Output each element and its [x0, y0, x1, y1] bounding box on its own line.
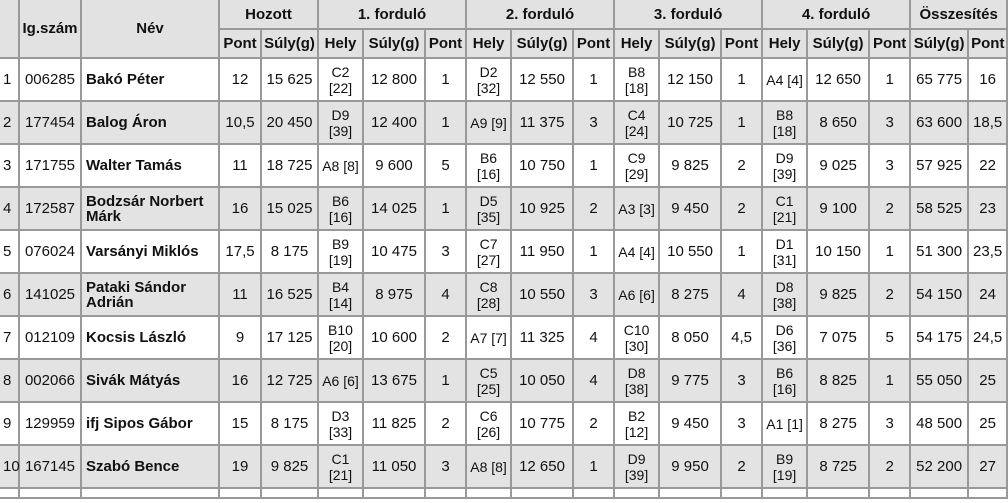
round3-hely-cell: B2 [12] [615, 403, 660, 446]
hozott-pont-cell: 16 [220, 360, 262, 403]
round3-suly-cell: 9 950 [660, 446, 722, 489]
name-cell: Walter Tamás [82, 145, 220, 188]
empty-cell [426, 489, 467, 499]
round1-suly-cell: 9 600 [364, 145, 426, 188]
empty-cell [660, 489, 722, 499]
table-row [0, 145, 1008, 188]
round4-suly-cell: 8 725 [808, 446, 870, 489]
round3-suly-cell: 12 150 [660, 59, 722, 102]
hozott-suly-cell: 15 025 [262, 188, 319, 231]
table-body [0, 59, 1008, 499]
round1-hely-cell: B4 [14] [319, 274, 364, 317]
total-pont-cell: 25 [969, 403, 1008, 446]
header-round3: 3. forduló [615, 0, 763, 30]
round2-suly-cell: 10 775 [512, 403, 574, 446]
total-pont-cell: 24,5 [969, 317, 1008, 360]
round2-suly-cell: 12 550 [512, 59, 574, 102]
table-row-partial [0, 489, 1008, 499]
id-cell: 171755 [20, 145, 82, 188]
round4-hely-cell: B8 [18] [763, 102, 808, 145]
round1-pont-cell: 1 [426, 102, 467, 145]
hozott-suly-cell: 15 625 [262, 59, 319, 102]
round4-hely-cell: A1 [1] [763, 403, 808, 446]
table-row [0, 360, 1008, 403]
subheader-suly: Súly(g) [911, 30, 969, 59]
round4-suly-cell: 8 825 [808, 360, 870, 403]
round3-pont-cell: 1 [722, 102, 763, 145]
hozott-pont-cell: 11 [220, 145, 262, 188]
round1-suly-cell: 8 975 [364, 274, 426, 317]
round2-hely-cell: C7 [27] [467, 231, 512, 274]
round1-pont-cell: 1 [426, 59, 467, 102]
subheader-suly: Súly(g) [660, 30, 722, 59]
id-cell: 076024 [20, 231, 82, 274]
empty-cell [82, 489, 220, 499]
hozott-suly-cell: 8 175 [262, 231, 319, 274]
round1-suly-cell: 11 825 [364, 403, 426, 446]
round2-pont-cell: 1 [574, 446, 615, 489]
table-row [0, 274, 1008, 317]
total-pont-cell: 16 [969, 59, 1008, 102]
name-cell: Pataki Sándor Adrián [82, 274, 220, 317]
header-round4: 4. forduló [763, 0, 911, 30]
total-suly-cell: 52 200 [911, 446, 969, 489]
round1-suly-cell: 11 050 [364, 446, 426, 489]
header-rank [0, 0, 20, 59]
hozott-pont-cell: 17,5 [220, 231, 262, 274]
total-pont-cell: 23 [969, 188, 1008, 231]
round1-pont-cell: 2 [426, 403, 467, 446]
total-pont-cell: 25 [969, 360, 1008, 403]
total-pont-cell: 27 [969, 446, 1008, 489]
header-hozott: Hozott [220, 0, 319, 30]
hozott-pont-cell: 10,5 [220, 102, 262, 145]
table-header [0, 0, 1008, 59]
round2-pont-cell: 2 [574, 403, 615, 446]
table-row [0, 317, 1008, 360]
empty-cell [220, 489, 262, 499]
hozott-pont-cell: 12 [220, 59, 262, 102]
hozott-suly-cell: 20 450 [262, 102, 319, 145]
header-name: Név [82, 0, 220, 59]
name-cell: Varsányi Miklós [82, 231, 220, 274]
round4-pont-cell: 2 [870, 274, 911, 317]
total-suly-cell: 54 150 [911, 274, 969, 317]
id-cell: 006285 [20, 59, 82, 102]
hozott-pont-cell: 9 [220, 317, 262, 360]
rank-cell: 3 [0, 145, 20, 188]
round4-suly-cell: 9 025 [808, 145, 870, 188]
round1-suly-cell: 12 800 [364, 59, 426, 102]
name-cell: Sivák Mátyás [82, 360, 220, 403]
round2-pont-cell: 4 [574, 317, 615, 360]
table-row [0, 188, 1008, 231]
hozott-suly-cell: 8 175 [262, 403, 319, 446]
round3-hely-cell: A4 [4] [615, 231, 660, 274]
round2-hely-cell: C6 [26] [467, 403, 512, 446]
hozott-suly-cell: 12 725 [262, 360, 319, 403]
table-row [0, 446, 1008, 489]
round1-pont-cell: 5 [426, 145, 467, 188]
subheader-pont: Pont [969, 30, 1008, 59]
round4-pont-cell: 1 [870, 59, 911, 102]
round4-pont-cell: 3 [870, 403, 911, 446]
round2-hely-cell: D5 [35] [467, 188, 512, 231]
id-cell: 129959 [20, 403, 82, 446]
round1-pont-cell: 4 [426, 274, 467, 317]
round2-suly-cell: 11 375 [512, 102, 574, 145]
round1-suly-cell: 13 675 [364, 360, 426, 403]
hozott-suly-cell: 16 525 [262, 274, 319, 317]
round1-pont-cell: 2 [426, 317, 467, 360]
round3-hely-cell: D9 [39] [615, 446, 660, 489]
round4-suly-cell: 8 275 [808, 403, 870, 446]
subheader-suly: Súly(g) [512, 30, 574, 59]
subheader-suly: Súly(g) [808, 30, 870, 59]
round3-suly-cell: 8 275 [660, 274, 722, 317]
name-cell: ifj Sipos Gábor [82, 403, 220, 446]
rank-cell: 4 [0, 188, 20, 231]
header-id: Ig.szám [20, 0, 82, 59]
hozott-suly-cell: 9 825 [262, 446, 319, 489]
round3-hely-cell: A3 [3] [615, 188, 660, 231]
empty-cell [467, 489, 512, 499]
name-cell: Bodzsár Norbert Márk [82, 188, 220, 231]
round2-hely-cell: A8 [8] [467, 446, 512, 489]
rank-cell: 2 [0, 102, 20, 145]
id-cell: 141025 [20, 274, 82, 317]
rank-cell: 6 [0, 274, 20, 317]
round4-pont-cell: 2 [870, 446, 911, 489]
hozott-pont-cell: 19 [220, 446, 262, 489]
round3-pont-cell: 4,5 [722, 317, 763, 360]
name-cell: Bakó Péter [82, 59, 220, 102]
round4-pont-cell: 1 [870, 360, 911, 403]
round4-suly-cell: 10 150 [808, 231, 870, 274]
empty-cell [808, 489, 870, 499]
name-cell: Szabó Bence [82, 446, 220, 489]
id-cell: 177454 [20, 102, 82, 145]
name-cell: Kocsis László [82, 317, 220, 360]
empty-cell [574, 489, 615, 499]
subheader-pont: Pont [722, 30, 763, 59]
round4-pont-cell: 3 [870, 102, 911, 145]
subheader-suly: Súly(g) [262, 30, 319, 59]
empty-cell [615, 489, 660, 499]
total-suly-cell: 55 050 [911, 360, 969, 403]
table-row [0, 59, 1008, 102]
table-row [0, 403, 1008, 446]
round4-suly-cell: 12 650 [808, 59, 870, 102]
empty-cell [364, 489, 426, 499]
subheader-hely: Hely [763, 30, 808, 59]
round1-hely-cell: C1 [21] [319, 446, 364, 489]
rank-cell: 7 [0, 317, 20, 360]
round3-pont-cell: 1 [722, 231, 763, 274]
table-row [0, 102, 1008, 145]
total-suly-cell: 57 925 [911, 145, 969, 188]
round3-suly-cell: 8 050 [660, 317, 722, 360]
subheader-pont: Pont [220, 30, 262, 59]
round2-pont-cell: 2 [574, 188, 615, 231]
empty-cell [512, 489, 574, 499]
round3-pont-cell: 3 [722, 403, 763, 446]
round3-hely-cell: D8 [38] [615, 360, 660, 403]
round1-pont-cell: 3 [426, 446, 467, 489]
rank-cell: 1 [0, 59, 20, 102]
header-round1: 1. forduló [319, 0, 467, 30]
round3-pont-cell: 2 [722, 145, 763, 188]
subheader-hely: Hely [467, 30, 512, 59]
round4-hely-cell: D1 [31] [763, 231, 808, 274]
round3-hely-cell: C10 [30] [615, 317, 660, 360]
round1-pont-cell: 3 [426, 231, 467, 274]
name-cell: Balog Áron [82, 102, 220, 145]
round1-hely-cell: B9 [19] [319, 231, 364, 274]
round3-hely-cell: C4 [24] [615, 102, 660, 145]
round1-hely-cell: A6 [6] [319, 360, 364, 403]
round3-hely-cell: B8 [18] [615, 59, 660, 102]
round3-pont-cell: 2 [722, 446, 763, 489]
round2-hely-cell: A9 [9] [467, 102, 512, 145]
hozott-pont-cell: 11 [220, 274, 262, 317]
round4-hely-cell: D9 [39] [763, 145, 808, 188]
subheader-hely: Hely [615, 30, 660, 59]
round1-suly-cell: 12 400 [364, 102, 426, 145]
id-cell: 012109 [20, 317, 82, 360]
round3-hely-cell: A6 [6] [615, 274, 660, 317]
total-suly-cell: 54 175 [911, 317, 969, 360]
round1-hely-cell: C2 [22] [319, 59, 364, 102]
empty-cell [870, 489, 911, 499]
total-suly-cell: 63 600 [911, 102, 969, 145]
hozott-pont-cell: 16 [220, 188, 262, 231]
round2-suly-cell: 10 925 [512, 188, 574, 231]
round4-suly-cell: 8 650 [808, 102, 870, 145]
total-suly-cell: 65 775 [911, 59, 969, 102]
round3-suly-cell: 9 775 [660, 360, 722, 403]
round1-suly-cell: 14 025 [364, 188, 426, 231]
round3-pont-cell: 4 [722, 274, 763, 317]
empty-cell [969, 489, 1008, 499]
total-pont-cell: 24 [969, 274, 1008, 317]
total-suly-cell: 48 500 [911, 403, 969, 446]
total-suly-cell: 58 525 [911, 188, 969, 231]
round4-suly-cell: 7 075 [808, 317, 870, 360]
subheader-pont: Pont [426, 30, 467, 59]
round1-hely-cell: D9 [39] [319, 102, 364, 145]
round2-suly-cell: 10 550 [512, 274, 574, 317]
empty-cell [319, 489, 364, 499]
round4-pont-cell: 5 [870, 317, 911, 360]
round4-pont-cell: 1 [870, 231, 911, 274]
round4-hely-cell: B9 [19] [763, 446, 808, 489]
round2-pont-cell: 1 [574, 145, 615, 188]
subheader-pont: Pont [574, 30, 615, 59]
id-cell: 172587 [20, 188, 82, 231]
round4-hely-cell: D8 [38] [763, 274, 808, 317]
rank-cell: 10 [0, 446, 20, 489]
round2-pont-cell: 1 [574, 59, 615, 102]
round2-suly-cell: 10 050 [512, 360, 574, 403]
round1-pont-cell: 1 [426, 188, 467, 231]
empty-cell [763, 489, 808, 499]
rank-cell: 9 [0, 403, 20, 446]
subheader-hely: Hely [319, 30, 364, 59]
round2-hely-cell: D2 [32] [467, 59, 512, 102]
empty-cell [20, 489, 82, 499]
round3-hely-cell: C9 [29] [615, 145, 660, 188]
subheader-pont: Pont [870, 30, 911, 59]
round3-suly-cell: 9 450 [660, 188, 722, 231]
hozott-suly-cell: 18 725 [262, 145, 319, 188]
round1-hely-cell: A8 [8] [319, 145, 364, 188]
empty-cell [722, 489, 763, 499]
round2-pont-cell: 3 [574, 102, 615, 145]
round4-suly-cell: 9 100 [808, 188, 870, 231]
total-suly-cell: 51 300 [911, 231, 969, 274]
round2-pont-cell: 4 [574, 360, 615, 403]
round1-hely-cell: D3 [33] [319, 403, 364, 446]
round2-hely-cell: C8 [28] [467, 274, 512, 317]
round4-suly-cell: 9 825 [808, 274, 870, 317]
hozott-suly-cell: 17 125 [262, 317, 319, 360]
round4-pont-cell: 2 [870, 188, 911, 231]
id-cell: 002066 [20, 360, 82, 403]
round3-pont-cell: 2 [722, 188, 763, 231]
empty-cell [911, 489, 969, 499]
total-pont-cell: 22 [969, 145, 1008, 188]
round3-pont-cell: 1 [722, 59, 763, 102]
round3-suly-cell: 10 725 [660, 102, 722, 145]
round4-hely-cell: D6 [36] [763, 317, 808, 360]
round3-suly-cell: 9 825 [660, 145, 722, 188]
round4-hely-cell: B6 [16] [763, 360, 808, 403]
round2-hely-cell: A7 [7] [467, 317, 512, 360]
round1-suly-cell: 10 475 [364, 231, 426, 274]
round2-hely-cell: B6 [16] [467, 145, 512, 188]
total-pont-cell: 23,5 [969, 231, 1008, 274]
round1-hely-cell: B10 [20] [319, 317, 364, 360]
rank-cell: 5 [0, 231, 20, 274]
hozott-pont-cell: 15 [220, 403, 262, 446]
empty-cell [262, 489, 319, 499]
round4-hely-cell: A4 [4] [763, 59, 808, 102]
table-row [0, 231, 1008, 274]
round2-suly-cell: 12 650 [512, 446, 574, 489]
round2-suly-cell: 11 950 [512, 231, 574, 274]
round2-hely-cell: C5 [25] [467, 360, 512, 403]
empty-cell [0, 489, 20, 499]
round4-hely-cell: C1 [21] [763, 188, 808, 231]
round3-pont-cell: 3 [722, 360, 763, 403]
header-total: Összesítés [911, 0, 1008, 30]
round2-pont-cell: 3 [574, 274, 615, 317]
subheader-suly: Súly(g) [364, 30, 426, 59]
rank-cell: 8 [0, 360, 20, 403]
round4-pont-cell: 3 [870, 145, 911, 188]
id-cell: 167145 [20, 446, 82, 489]
round1-pont-cell: 1 [426, 360, 467, 403]
round3-suly-cell: 10 550 [660, 231, 722, 274]
total-pont-cell: 18,5 [969, 102, 1008, 145]
round2-suly-cell: 11 325 [512, 317, 574, 360]
round1-suly-cell: 10 600 [364, 317, 426, 360]
round3-suly-cell: 9 450 [660, 403, 722, 446]
round2-pont-cell: 1 [574, 231, 615, 274]
round2-suly-cell: 10 750 [512, 145, 574, 188]
round1-hely-cell: B6 [16] [319, 188, 364, 231]
header-round2: 2. forduló [467, 0, 615, 30]
